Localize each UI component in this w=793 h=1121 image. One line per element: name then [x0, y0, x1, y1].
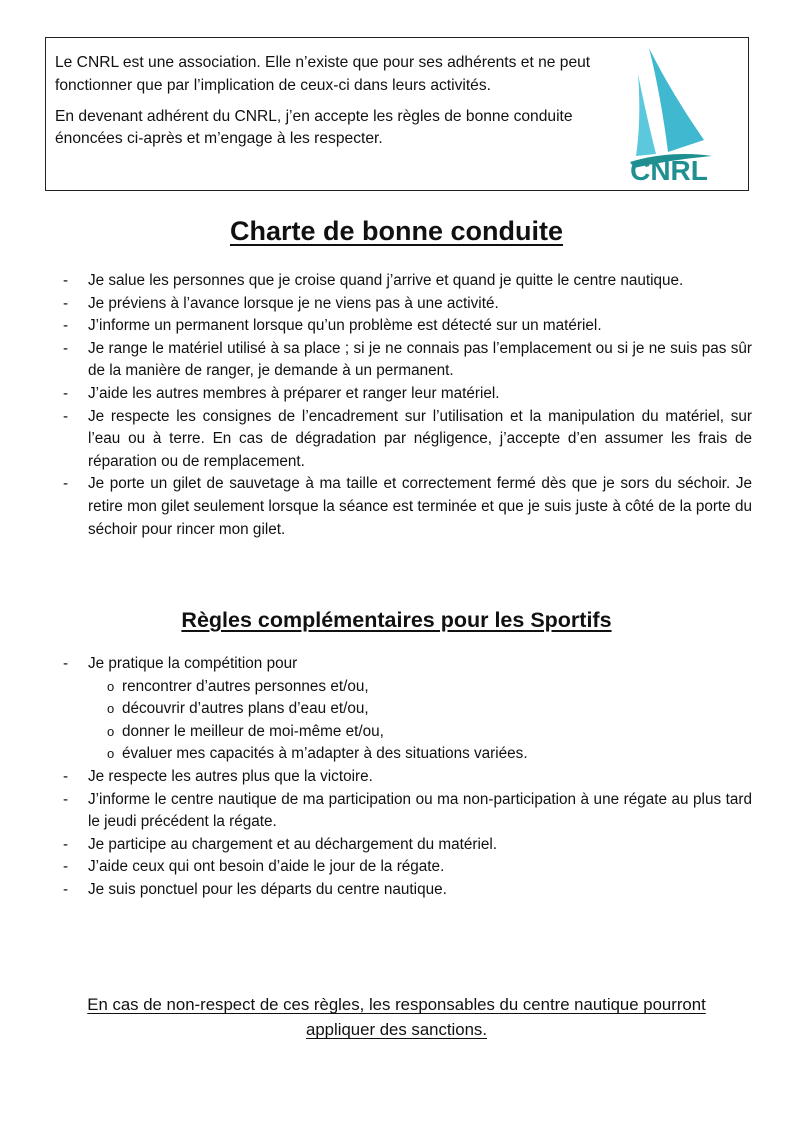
charter-item: - J’informe un permanent lorsque qu’un problème est détecté sur un matériel. [63, 317, 602, 335]
conclusion-line-1: En cas de non-respect de ces règles, les responsables du centre nautique pourront [87, 995, 706, 1014]
sports-intro-item: - Je pratique la compétition pour o rencontrer d’autres personnes et/ou, o découvrir d’autres plans d’eau et/ou, o donner le meilleur de moi-même et/ou, o évaluer mes capacités à m’adapter à des situations variées. [63, 653, 752, 766]
charter-item: - Je porte un gilet de sauvetage à ma taille et correctement fermé dès que je sors du séchoir. Je retire mon gilet seulement lorsque la séance est terminée et que je suis juste à côté de la porte du séchoir pour rincer mon gilet. [63, 475, 752, 538]
conclusion [0, 992, 793, 1042]
jib-sail-icon [636, 74, 656, 156]
conclusion-line-2: appliquer des sanctions. [306, 1020, 487, 1039]
charter-list [63, 270, 752, 541]
charter-item: - Je salue les personnes que je croise quand j’arrive et quand je quitte le centre nautique. [63, 272, 684, 289]
intro-box [45, 37, 749, 191]
charter-title: Charte de bonne conduite [229, 216, 564, 246]
intro-text [55, 52, 595, 159]
sports-item: - Je suis ponctuel pour les départs du centre nautique. [63, 880, 447, 898]
charter-item: - J’aide les autres membres à préparer et ranger leur matériel. [63, 384, 500, 402]
sports-title: Règles complémentaires pour les Sportifs [181, 608, 612, 632]
sports-item: - Je participe au chargement et au déchargement du matériel. [63, 835, 498, 853]
sports-item: - J’informe le centre nautique de ma participation ou ma non-participation à une régate au plus tard le jeudi précédent la régate. [63, 790, 752, 831]
sports-sub-list [88, 676, 752, 766]
sports-sub-item: o rencontrer d’autres personnes et/ou, [107, 677, 369, 695]
sports-sub-item: o donner le meilleur de moi-même et/ou, [107, 722, 384, 740]
logo-text: CNRL [630, 155, 708, 186]
sports-item: - J’aide ceux qui ont besoin d’aide le jour de la régate. [63, 858, 445, 876]
charter-item: - Je respecte les consignes de l’encadrement sur l’utilisation et la manipulation du matériel, sur l’eau ou à terre. En cas de dégradation par négligence, j’accepte d’en assumer les frais de réparation ou de remplacement. [63, 407, 752, 470]
intro-paragraph-2: En devenant adhérent du CNRL, j’en accepte les règles de bonne conduite énoncées ci-après et m’engage à les respecter. [55, 107, 573, 147]
charter-item: - Je préviens à l’avance lorsque je ne viens pas à une activité. [63, 294, 499, 312]
cnrl-logo [616, 44, 722, 186]
sports-list [63, 653, 752, 902]
intro-paragraph-1: Le CNRL est une association. Elle n’existe que pour ses adhérents et ne peut fonctionner que par l’implication de ceux-ci dans leurs activités. [55, 54, 591, 94]
main-sail-icon [649, 48, 704, 152]
sports-sub-item: o évaluer mes capacités à m’adapter à des situations variées. [107, 745, 528, 763]
sports-sub-item: o découvrir d’autres plans d’eau et/ou, [107, 700, 369, 718]
sports-item: - Je respecte les autres plus que la victoire. [63, 767, 373, 785]
charter-item: - Je range le matériel utilisé à sa place ; si je ne connais pas l’emplacement ou si je ne suis pas sûr de la manière de ranger, je demande à un permanent. [63, 339, 752, 380]
